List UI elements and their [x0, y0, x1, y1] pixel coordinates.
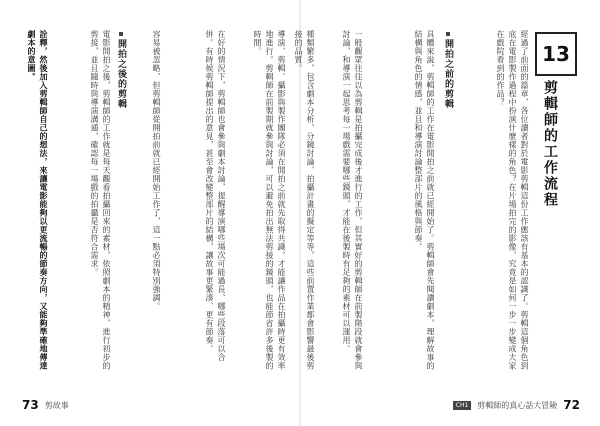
right-body-1: 具體來說，剪輯師的工作在電影開拍之前就已經開始了。剪輯師會先閱讀劇本，理解故事的結構與角色的情感，並且和導演討論整部片的風格與節奏。 — [414, 30, 435, 370]
left-footer — [22, 398, 69, 412]
part-badge: CH1 — [453, 401, 472, 410]
right-footer — [453, 398, 580, 412]
left-page-number: 73 — [22, 398, 39, 412]
chapter-number-box: 13 — [535, 32, 577, 76]
right-body-3: 種類繁多，包含劇本分析、分鏡討論、拍攝計畫的擬定等等，這些前置作業都會影響最後剪接的品質。 — [294, 30, 315, 370]
left-col-3: 容易被忽略，但剪輯師從開拍前就已經開始工作了，這一點必須特別強調。 — [152, 30, 161, 311]
right-intro: 經過了前面的篇章，各位讀者對於電影剪輯這份工作應該有基本的認識了。剪輯這個角色到底在電影製作過程中扮演什麼樣的角色？在片場拍完的影像，究竟是如何一步一步變成大家在戲院看到的作品？ — [496, 30, 529, 370]
left-section-heading: 開拍之後的剪輯 — [115, 32, 128, 109]
left-running-title: 剪故事 — [44, 400, 69, 410]
right-running-title: 剪輯師的真心話大冒險 — [477, 400, 558, 410]
right-section-heading: 開拍之前的剪輯 — [442, 32, 455, 109]
right-page-number: 72 — [563, 398, 580, 412]
left-col-2: 在好的情況下，剪輯師也會參與劇本討論，提醒導演哪些場次可能過長、哪些段落可以合併。有時候剪輯師提出的意見，甚至會改變整部片的結構，讓故事更緊湊、更有節奏。 — [205, 30, 226, 362]
left-col-4: 電影開拍之後，剪輯師的工作就是每天觀看拍攝回來的素材，依照劇本的精神，進行初步的剪接，並且隨時與導演溝通，確認每一場戲的拍攝是否符合需求。 — [90, 30, 111, 370]
chapter-title: 剪輯師的工作流程 — [542, 80, 558, 208]
left-col-1: 導演、剪輯、攝影與製作團隊必須在開拍之前就先取得共識，才能讓作品在拍攝時更有效率地進行。剪輯師在前製期就參與討論，可以避免拍出無法剪接的鏡頭，也能節省許多後製的時間。 — [253, 30, 286, 370]
right-body-2: 一般觀眾往往以為剪輯是拍攝完成後才進行的工作，但其實好的剪輯師在前製階段就會參與討論，和導演一起思考每一場戲需要哪些鏡頭，才能在後製時有足夠的素材可以運用。 — [342, 30, 363, 370]
left-col-5: 詮釋，然後加入剪輯師自己的想法，來讓電影能夠以更流暢的節奏方向，又能夠準確地傳達劇本的意圖。 — [27, 30, 49, 370]
